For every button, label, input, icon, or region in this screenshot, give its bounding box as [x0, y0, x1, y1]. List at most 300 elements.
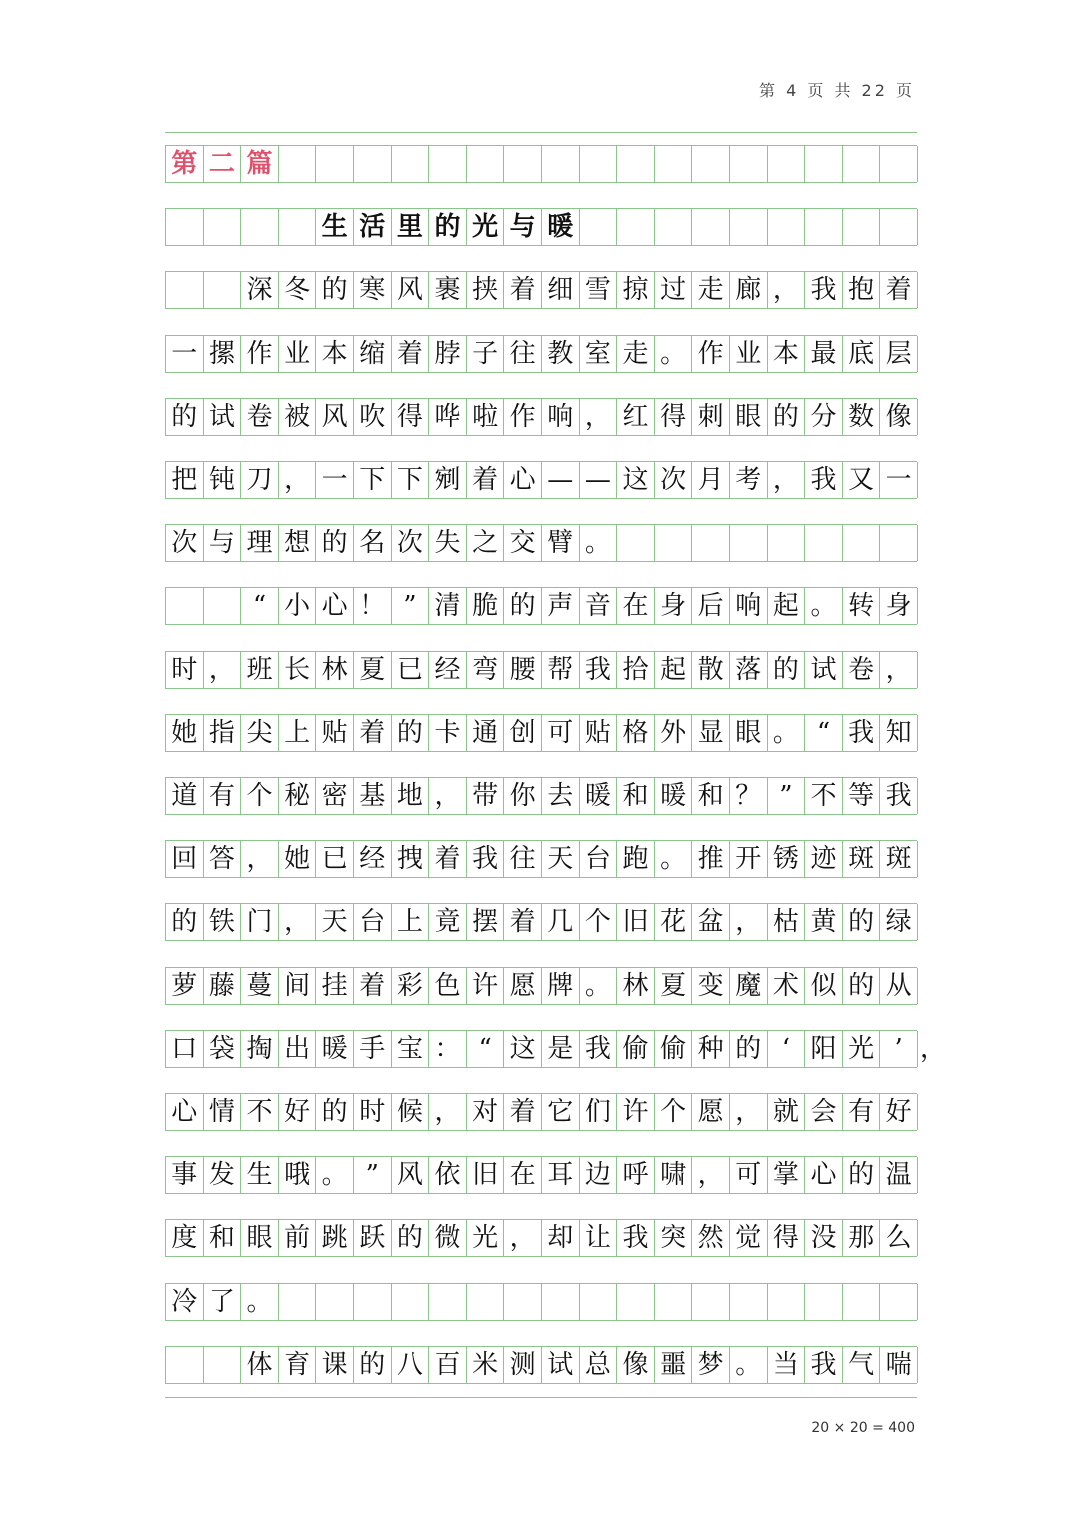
- grid-cell: 夏: [354, 652, 392, 688]
- grid-cell: 就: [768, 1094, 806, 1130]
- grid-cell: 的: [730, 1031, 768, 1067]
- grid-cell: 个: [580, 904, 618, 940]
- grid-cell: 竟: [429, 904, 467, 940]
- grid-cell: 从: [880, 968, 918, 1004]
- grid-cell: [730, 1284, 768, 1320]
- grid-cell: 会: [805, 1094, 843, 1130]
- grid-cell: 秘: [279, 778, 317, 814]
- grid-cell: 育: [279, 1347, 317, 1383]
- grid-cell: 小: [279, 588, 317, 624]
- grid-cell: 总: [580, 1347, 618, 1383]
- grid-cell: 我: [580, 652, 618, 688]
- grid-cell: [843, 146, 881, 182]
- grid-cell: 的: [504, 588, 542, 624]
- grid-cell: 帮: [542, 652, 580, 688]
- grid-cell: 已: [392, 652, 430, 688]
- grid-cell: —: [542, 462, 580, 498]
- grid-cell: [504, 1284, 542, 1320]
- grid-cell: 心: [504, 462, 542, 498]
- grid-cell: 跳: [316, 1220, 354, 1256]
- grid-cell: 好: [279, 1094, 317, 1130]
- grid-cell: 许: [467, 968, 505, 1004]
- grid-cell: 得: [655, 399, 693, 435]
- grid-cell: 转: [843, 588, 881, 624]
- grid-cell: 掏: [241, 1031, 279, 1067]
- grid-cell: 口: [166, 1031, 204, 1067]
- grid-cell: 我: [805, 1347, 843, 1383]
- grid-cell: 经: [354, 841, 392, 877]
- grid-cell: 时: [166, 652, 204, 688]
- grid-cell: ‘: [768, 1031, 806, 1067]
- grid-cell: [805, 209, 843, 245]
- grid-cell: 起: [655, 652, 693, 688]
- grid-cell: 细: [542, 272, 580, 308]
- grid-cell: 。: [241, 1284, 279, 1320]
- grid-cell: [730, 209, 768, 245]
- grid-cell: 通: [467, 715, 505, 751]
- grid-cell: 不: [805, 778, 843, 814]
- grid-cell: 彩: [392, 968, 430, 1004]
- grid-cell: [617, 525, 655, 561]
- grid-cell: 层: [880, 336, 918, 372]
- grid-cell: 深: [241, 272, 279, 308]
- grid-cell: 心: [805, 1157, 843, 1193]
- grid-cell: 红: [617, 399, 655, 435]
- grid-cell: 微: [429, 1220, 467, 1256]
- grid-cell: [843, 209, 881, 245]
- grid-cell: 我: [580, 1031, 618, 1067]
- grid-cell: 长: [279, 652, 317, 688]
- grid-cell: 发: [204, 1157, 242, 1193]
- grid-cell: 喘: [880, 1347, 918, 1383]
- grid-cell: ”: [354, 1157, 392, 1193]
- grid-cell: 子: [467, 336, 505, 372]
- text-row: [165, 398, 917, 436]
- grid-cell: 你: [504, 778, 542, 814]
- grid-cell: “: [241, 588, 279, 624]
- grid-cell: 了: [204, 1284, 242, 1320]
- grid-cell: 前: [279, 1220, 317, 1256]
- grid-cell: 我: [805, 272, 843, 308]
- section-label-row: [165, 145, 917, 183]
- grid-cell: [730, 525, 768, 561]
- grid-cell: 着: [354, 968, 392, 1004]
- grid-cell: 已: [316, 841, 354, 877]
- grid-cell: 。: [580, 968, 618, 1004]
- grid-cell: 测: [504, 1347, 542, 1383]
- grid-cell: 雪: [580, 272, 618, 308]
- grid-cell: [542, 146, 580, 182]
- grid-cell: [354, 146, 392, 182]
- grid-cell: 花: [655, 904, 693, 940]
- overflow-punctuation: ，: [920, 1033, 947, 1064]
- text-row: [165, 903, 917, 941]
- grid-cell: 后: [692, 588, 730, 624]
- grid-cell: 蔓: [241, 968, 279, 1004]
- grid-cell: ，: [580, 399, 618, 435]
- grid-cell: 脆: [467, 588, 505, 624]
- grid-cell: 冷: [166, 1284, 204, 1320]
- grid-cell: 有: [204, 778, 242, 814]
- grid-cell: 经: [429, 652, 467, 688]
- grid-cell: 活: [354, 209, 392, 245]
- grid-cell: 格: [617, 715, 655, 751]
- grid-cell: 道: [166, 778, 204, 814]
- grid-cell: 像: [880, 399, 918, 435]
- grid-cell: 名: [354, 525, 392, 561]
- grid-cell: 度: [166, 1220, 204, 1256]
- grid-cell: 旧: [467, 1157, 505, 1193]
- grid-cell: 腰: [504, 652, 542, 688]
- grid-cell: [692, 525, 730, 561]
- grid-cell: 暖: [655, 778, 693, 814]
- grid-cell: [429, 1284, 467, 1320]
- grid-cell: 数: [843, 399, 881, 435]
- grid-cell: 臂: [542, 525, 580, 561]
- grid-cell: 宝: [392, 1031, 430, 1067]
- grid-cell: 作: [692, 336, 730, 372]
- grid-cell: 让: [580, 1220, 618, 1256]
- grid-cell: [542, 1284, 580, 1320]
- grid-cell: 跃: [354, 1220, 392, 1256]
- grid-cell: 好: [880, 1094, 918, 1130]
- grid-cell: 掌: [768, 1157, 806, 1193]
- grid-cell: 许: [617, 1094, 655, 1130]
- grid-cell: 和: [617, 778, 655, 814]
- grid-cell: [580, 146, 618, 182]
- grid-cell: 着: [392, 336, 430, 372]
- grid-cell: 得: [768, 1220, 806, 1256]
- grid-cell: 上: [279, 715, 317, 751]
- grid-cell: 我: [805, 462, 843, 498]
- grid-cell: 剜: [429, 462, 467, 498]
- grid-cell: [166, 272, 204, 308]
- grid-cell: ，: [279, 904, 317, 940]
- grid-cell: ，: [730, 904, 768, 940]
- grid-cell: 。: [580, 525, 618, 561]
- grid-cell: 刺: [692, 399, 730, 435]
- grid-cell: 依: [429, 1157, 467, 1193]
- grid-cell: 八: [392, 1347, 430, 1383]
- grid-cell: 交: [504, 525, 542, 561]
- grid-cell: 变: [692, 968, 730, 1004]
- grid-cell: 贴: [316, 715, 354, 751]
- grid-cell: [204, 588, 242, 624]
- grid-cell: [880, 1284, 918, 1320]
- grid-cell: 间: [279, 968, 317, 1004]
- grid-cell: [655, 1284, 693, 1320]
- grid-cell: ，: [504, 1220, 542, 1256]
- text-row: [165, 651, 917, 689]
- grid-cell: 们: [580, 1094, 618, 1130]
- grid-cell: 拽: [392, 841, 430, 877]
- grid-cell: 我: [617, 1220, 655, 1256]
- grid-cell: 愿: [504, 968, 542, 1004]
- grid-cell: 边: [580, 1157, 618, 1193]
- grid-cell: 风: [316, 399, 354, 435]
- grid-cell: 耳: [542, 1157, 580, 1193]
- grid-cell: [316, 146, 354, 182]
- grid-cell: 显: [692, 715, 730, 751]
- grid-cell: 啸: [655, 1157, 693, 1193]
- grid-cell: [768, 209, 806, 245]
- grid-cell: 旧: [617, 904, 655, 940]
- grid-cell: 觉: [730, 1220, 768, 1256]
- grid-cell: 种: [692, 1031, 730, 1067]
- grid-cell: 噩: [655, 1347, 693, 1383]
- grid-cell: [768, 1284, 806, 1320]
- grid-cell: 拾: [617, 652, 655, 688]
- grid-cell: 跑: [617, 841, 655, 877]
- grid-cell: 手: [354, 1031, 392, 1067]
- grid-cell: 答: [204, 841, 242, 877]
- grid-cell: 次: [392, 525, 430, 561]
- grid-cell: 开: [730, 841, 768, 877]
- grid-cell: 摞: [204, 336, 242, 372]
- grid-cell: “: [805, 715, 843, 751]
- grid-cell: 作: [504, 399, 542, 435]
- grid-cell: 有: [843, 1094, 881, 1130]
- grid-cell: 里: [392, 209, 430, 245]
- grid-cell: ”: [768, 778, 806, 814]
- grid-cell: 的: [166, 399, 204, 435]
- grid-cell: 哦: [279, 1157, 317, 1193]
- grid-cell: 摆: [467, 904, 505, 940]
- grid-cell: 不: [241, 1094, 279, 1130]
- grid-cell: 底: [843, 336, 881, 372]
- grid-cell: 最: [805, 336, 843, 372]
- grid-cell: 魔: [730, 968, 768, 1004]
- text-row: [165, 1030, 947, 1068]
- grid-cell: 卷: [241, 399, 279, 435]
- grid-cell: 是: [542, 1031, 580, 1067]
- grid-cell: 绿: [880, 904, 918, 940]
- grid-cell: 尖: [241, 715, 279, 751]
- grid-cell: 当: [768, 1347, 806, 1383]
- grid-cell: 往: [504, 336, 542, 372]
- grid-cell: 想: [279, 525, 317, 561]
- grid-cell: 光: [467, 1220, 505, 1256]
- text-row: [165, 1156, 917, 1194]
- grid-cell: 卡: [429, 715, 467, 751]
- grid-cell: 的: [316, 1094, 354, 1130]
- grid-cell: [805, 146, 843, 182]
- grid-cell: 。: [655, 336, 693, 372]
- grid-cell: 落: [730, 652, 768, 688]
- grid-cell: 盆: [692, 904, 730, 940]
- grid-cell: 理: [241, 525, 279, 561]
- grid-cell: 的: [768, 652, 806, 688]
- grid-cell: [279, 146, 317, 182]
- grid-cell: 暖: [580, 778, 618, 814]
- grid-cell: 把: [166, 462, 204, 498]
- grid-cell: 愿: [692, 1094, 730, 1130]
- text-row: [165, 524, 917, 562]
- grid-cell: 考: [730, 462, 768, 498]
- grid-cell: [580, 1284, 618, 1320]
- grid-cell: [204, 1347, 242, 1383]
- grid-cell: 第: [166, 146, 204, 182]
- grid-cell: 走: [692, 272, 730, 308]
- grid-cell: [392, 1284, 430, 1320]
- grid-cell: 作: [241, 336, 279, 372]
- grid-cell: 。: [805, 588, 843, 624]
- grid-cell: 眼: [730, 399, 768, 435]
- grid-cell: [617, 1284, 655, 1320]
- grid-cell: [467, 146, 505, 182]
- grid-cell: 刀: [241, 462, 279, 498]
- grid-cell: 抱: [843, 272, 881, 308]
- grid-cell: 米: [467, 1347, 505, 1383]
- grid-cell: [880, 525, 918, 561]
- grid-cell: 下: [354, 462, 392, 498]
- grid-cell: 创: [504, 715, 542, 751]
- grid-cell: 。: [730, 1347, 768, 1383]
- grid-cell: 过: [655, 272, 693, 308]
- grid-cell: 体: [241, 1347, 279, 1383]
- grid-cell: 本: [316, 336, 354, 372]
- grid-cell: [655, 209, 693, 245]
- grid-cell: 推: [692, 841, 730, 877]
- grid-cell: 突: [655, 1220, 693, 1256]
- grid-cell: [880, 209, 918, 245]
- grid-cell: 身: [655, 588, 693, 624]
- grid-cell: 寒: [354, 272, 392, 308]
- grid-cell: [692, 1284, 730, 1320]
- grid-cell: [429, 146, 467, 182]
- grid-cell: 缩: [354, 336, 392, 372]
- text-row: [165, 777, 917, 815]
- grid-cell: 得: [392, 399, 430, 435]
- grid-cell: 袋: [204, 1031, 242, 1067]
- grid-cell: 然: [692, 1220, 730, 1256]
- grid-cell: 吹: [354, 399, 392, 435]
- grid-cell: [768, 146, 806, 182]
- grid-cell: ，: [730, 1094, 768, 1130]
- grid-cell: ！: [354, 588, 392, 624]
- grid-cell: 的: [316, 272, 354, 308]
- grid-cell: 着: [354, 715, 392, 751]
- grid-cell: “: [467, 1031, 505, 1067]
- grid-cell: 她: [279, 841, 317, 877]
- grid-cell: —: [580, 462, 618, 498]
- grid-cell: 事: [166, 1157, 204, 1193]
- grid-cell: 一: [166, 336, 204, 372]
- grid-cell: 试: [542, 1347, 580, 1383]
- grid-cell: 迹: [805, 841, 843, 877]
- grid-cell: 可: [542, 715, 580, 751]
- grid-cell: 在: [617, 588, 655, 624]
- grid-cell: ，: [768, 462, 806, 498]
- grid-cell: 与: [204, 525, 242, 561]
- grid-cell: [655, 525, 693, 561]
- grid-cell: [204, 272, 242, 308]
- text-row: [165, 461, 917, 499]
- text-row: [165, 1283, 917, 1321]
- grid-cell: 散: [692, 652, 730, 688]
- grid-cell: 次: [166, 525, 204, 561]
- grid-cell: 心: [166, 1094, 204, 1130]
- grid-cell: 着: [504, 904, 542, 940]
- grid-cell: 起: [768, 588, 806, 624]
- grid-cell: 又: [843, 462, 881, 498]
- grid-cell: 个: [241, 778, 279, 814]
- grid-cell: 一: [880, 462, 918, 498]
- grid-cell: 林: [316, 652, 354, 688]
- grid-cell: 温: [880, 1157, 918, 1193]
- grid-cell: ，: [768, 272, 806, 308]
- grid-cell: 的: [843, 904, 881, 940]
- grid-cell: ，: [241, 841, 279, 877]
- grid-cell: 指: [204, 715, 242, 751]
- grid-cell: 弯: [467, 652, 505, 688]
- grid-cell: 着: [504, 1094, 542, 1130]
- grid-cell: 班: [241, 652, 279, 688]
- grid-cell: 阳: [805, 1031, 843, 1067]
- grid-cell: [655, 146, 693, 182]
- grid-cell: 次: [655, 462, 693, 498]
- grid-cell: [843, 1284, 881, 1320]
- grid-cell: 带: [467, 778, 505, 814]
- title-row: [165, 208, 917, 246]
- grid-cell: 与: [504, 209, 542, 245]
- grid-cell: 篇: [241, 146, 279, 182]
- grid-cell: 掠: [617, 272, 655, 308]
- grid-cell: [316, 1284, 354, 1320]
- grid-cell: 它: [542, 1094, 580, 1130]
- grid-cell: 枯: [768, 904, 806, 940]
- grid-cell: ？: [730, 778, 768, 814]
- grid-cell: 台: [580, 841, 618, 877]
- grid-cell: 偷: [655, 1031, 693, 1067]
- grid-cell: ，: [204, 652, 242, 688]
- grid-cell: 像: [617, 1347, 655, 1383]
- text-row: [165, 967, 917, 1005]
- grid-cell: ，: [279, 462, 317, 498]
- grid-cell: 着: [504, 272, 542, 308]
- grid-cell: [392, 146, 430, 182]
- grid-cell: 外: [655, 715, 693, 751]
- grid-cell: 似: [805, 968, 843, 1004]
- grid-cell: 这: [617, 462, 655, 498]
- grid-cell: 夏: [655, 968, 693, 1004]
- grid-cell: 密: [316, 778, 354, 814]
- grid-cell: 走: [617, 336, 655, 372]
- grid-cell: [692, 146, 730, 182]
- page-indicator: 第 4 页 共 22 页: [759, 81, 915, 100]
- grid-cell: 试: [204, 399, 242, 435]
- grid-cell: 台: [354, 904, 392, 940]
- grid-cell: 挟: [467, 272, 505, 308]
- grid-cell: 响: [542, 399, 580, 435]
- grid-cell: ’: [880, 1031, 918, 1067]
- text-row: [165, 1219, 917, 1257]
- grid-cell: 候: [392, 1094, 430, 1130]
- grid-cell: 天: [542, 841, 580, 877]
- grid-cell: 偷: [617, 1031, 655, 1067]
- grid-cell: ，: [880, 652, 918, 688]
- grid-cell: 在: [504, 1157, 542, 1193]
- grid-cell: 知: [880, 715, 918, 751]
- grid-cell: 。: [655, 841, 693, 877]
- grid-cell: [166, 1347, 204, 1383]
- grid-cell: 往: [504, 841, 542, 877]
- grid-cell: 着: [429, 841, 467, 877]
- grid-cell: 清: [429, 588, 467, 624]
- grid-cell: 梦: [692, 1347, 730, 1383]
- grid-cell: 二: [204, 146, 242, 182]
- grid-cell: 色: [429, 968, 467, 1004]
